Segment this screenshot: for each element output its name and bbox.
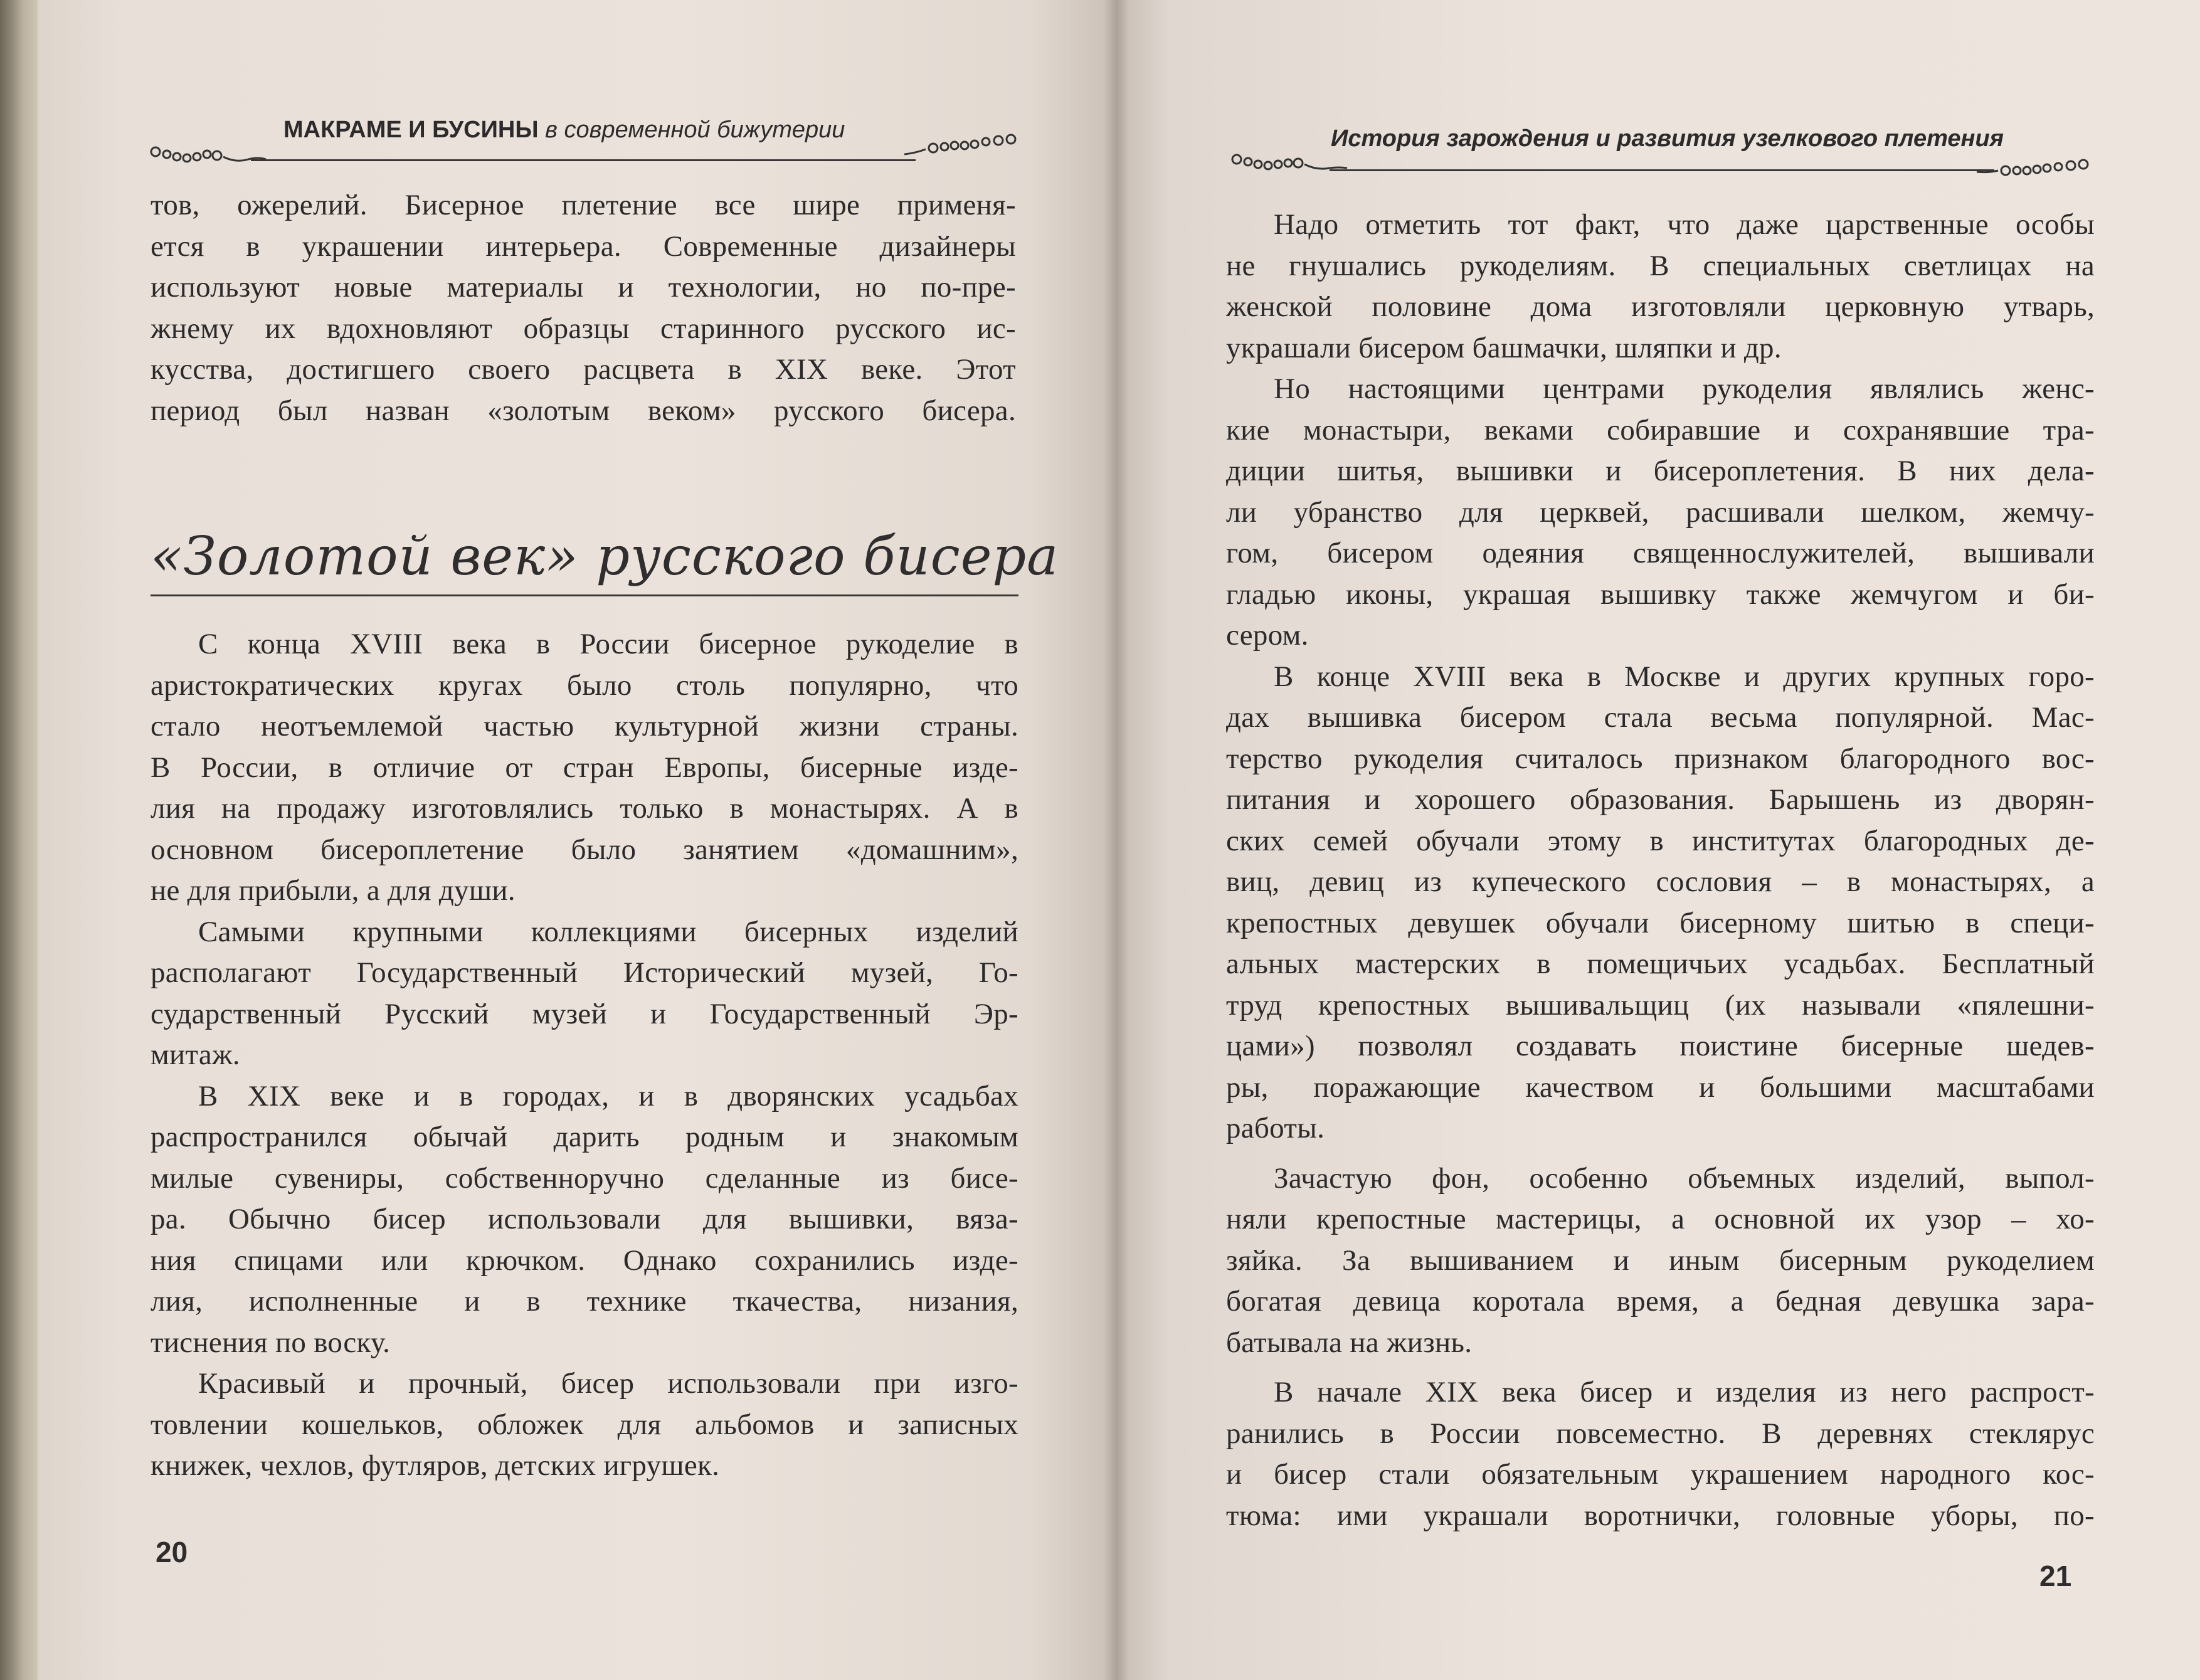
left-running-head	[283, 117, 845, 144]
text-line: милые сувениры, собственноручно сделанные из бисе-	[151, 1161, 1018, 1195]
text-line: сударственный Русский музей и Государственный Эр-	[151, 997, 1018, 1030]
right-head-ornament-left	[1229, 149, 1348, 181]
text-line: лия на продажу изготовлялись только в монастырях. А в	[151, 792, 1018, 825]
text-line: Красивый и прочный, бисер использовали при изго-	[198, 1367, 1018, 1400]
left-head-rule	[251, 159, 916, 161]
text-line: В конце XVIII века в Москве и других крупных горо-	[1274, 660, 2095, 693]
text-line: альных мастерских в помещичьих усадьбах. Бесплатный	[1226, 948, 2095, 980]
text-line: аристократических кругах было столь популярно, что	[151, 668, 1018, 702]
right-body-text	[1226, 204, 2095, 1536]
text-line: жнему их вдохновляют образцы старинного русского ис-	[151, 312, 1016, 345]
text-line: богатая девица коротала время, а бедная девушка зара-	[1226, 1285, 2095, 1318]
section-title: «Золотой век» русского бисера	[151, 526, 1059, 587]
text-line: виц, девиц из купеческого сословия – в монастырях, а	[1226, 865, 2095, 898]
text-line: батывала на жизнь.	[1226, 1326, 1473, 1359]
left-opening-paragraph	[151, 185, 1016, 431]
text-line: зяйка. За вышиванием и иным бисерным рукоделием	[1226, 1244, 2095, 1277]
text-line: ния спицами или крючком. Однако сохранились изде-	[151, 1244, 1018, 1277]
right-running-head-text: История зарождения и развития узелкового плетения	[1331, 125, 2004, 152]
text-line: гом, бисером одеяния священнослужителей, вышивали	[1226, 537, 2095, 569]
right-page-number: 21	[2039, 1560, 2072, 1592]
left-head-ornament-right	[903, 132, 1022, 163]
text-line: Зачастую фон, особенно объемных изделий, выпол-	[1274, 1161, 2095, 1195]
text-line: В начале XIX века бисер и изделия из него распрост-	[1274, 1376, 2095, 1408]
text-line: Но настоящими центрами рукоделия являлись женс-	[1274, 372, 2095, 405]
text-line: ется в украшении интерьера. Современные дизайнеры	[151, 230, 1016, 263]
left-body-text	[151, 624, 1018, 1487]
text-line: диции шитья, вышивки и бисероплетения. В них дела-	[1226, 455, 2095, 487]
text-line: не для прибыли, а для души.	[151, 874, 516, 907]
left-head-ornament-left	[148, 140, 267, 172]
text-line: В XIX веке и в городах, и в дворянских усадьбах	[198, 1079, 1018, 1112]
right-head-rule	[1330, 169, 1994, 171]
text-line: книжек, чехлов, футляров, детских игрушек.	[151, 1449, 720, 1482]
right-head-ornament-right	[1975, 153, 2095, 184]
text-line: ских семей обучали этому в институтах благородных де-	[1226, 824, 2095, 857]
text-line: Самыми крупными коллекциями бисерных изделий	[198, 915, 1018, 948]
text-line: няли крепостные мастерицы, а основной их узор – хо-	[1226, 1203, 2095, 1235]
left-running-head-rest: в современной бижутерии	[545, 117, 845, 143]
text-line: цами») позволял создавать поистине бисерные шедев-	[1226, 1030, 2095, 1062]
text-line: украшали бисером башмачки, шляпки и др.	[1226, 331, 1782, 364]
text-line: лия, исполненные и в технике ткачества, низания,	[151, 1285, 1018, 1318]
book-edge	[0, 0, 38, 1680]
left-running-head-caps: МАКРАМЕ И БУСИНЫ	[283, 117, 539, 143]
right-running-head	[1331, 125, 2004, 152]
text-line: тюма: ими украшали воротнички, головные уборы, по-	[1226, 1499, 2095, 1532]
text-line: ры, поражающие качеством и большими масштабами	[1226, 1070, 2095, 1104]
text-line: и бисер стали обязательным украшением народного кос-	[1226, 1458, 2095, 1491]
text-line: митаж.	[151, 1038, 240, 1071]
text-line: кие монастыри, веками собиравшие и сохранявшие тра-	[1226, 413, 2095, 446]
text-line: кусства, достигшего своего расцвета в XIX веке. Этот	[151, 353, 1016, 386]
text-line: С конца XVIII века в России бисерное рукоделие в	[198, 628, 1018, 660]
text-line: ранились в России повсеместно. В деревнях стеклярус	[1226, 1417, 2095, 1450]
section-title-rule	[151, 594, 1018, 596]
text-line: товлении кошельков, обложек для альбомов и записных	[151, 1408, 1018, 1441]
text-line: Надо отметить тот факт, что даже царственные особы	[1274, 208, 2095, 241]
book-gutter	[1104, 0, 1129, 1680]
text-line: сером.	[1226, 619, 1309, 652]
text-line: женской половине дома изготовляли церковную утварь,	[1226, 290, 2095, 323]
text-line: располагают Государственный Исторический музей, Го-	[151, 956, 1018, 989]
text-line: тиснения по воску.	[151, 1326, 391, 1359]
text-line: труд крепостных вышивальщиц (их называли «пялешни-	[1226, 988, 2095, 1022]
text-line: основном бисероплетение было занятием «домашним»,	[151, 833, 1018, 866]
text-line: используют новые материалы и технологии, но по-пре-	[151, 271, 1016, 304]
left-page-number: 20	[156, 1536, 188, 1568]
text-line: не гнушались рукоделиям. В специальных светлицах на	[1226, 249, 2095, 282]
text-line: дах вышивка бисером стала весьма популярной. Мас-	[1226, 701, 2095, 734]
text-line: крепостных девушек обучали бисерному шитью в специ-	[1226, 906, 2095, 939]
text-line: В России, в отличие от стран Европы, бисерные изде-	[151, 751, 1018, 784]
text-line: тов, ожерелий. Бисерное плетение все шире применя-	[151, 189, 1016, 221]
text-line: терство рукоделия считалось признаком благородного вос-	[1226, 742, 2095, 775]
text-line: питания и хорошего образования. Барышень из дворян-	[1226, 783, 2095, 816]
text-line: период был назван «золотым веком» русского бисера.	[151, 394, 1016, 427]
text-line: стало неотъемлемой частью культурной жизни страны.	[151, 710, 1018, 742]
text-line: распространился обычай дарить родным и знакомым	[151, 1121, 1018, 1153]
text-line: работы.	[1226, 1112, 1325, 1144]
text-line: гладью иконы, украшая вышивку также жемчугом и би-	[1226, 578, 2095, 611]
text-line: ли убранство для церквей, расшивали шелком, жемчу-	[1226, 495, 2095, 529]
text-line: ра. Обычно бисер использовали для вышивки, вяза-	[151, 1203, 1018, 1235]
